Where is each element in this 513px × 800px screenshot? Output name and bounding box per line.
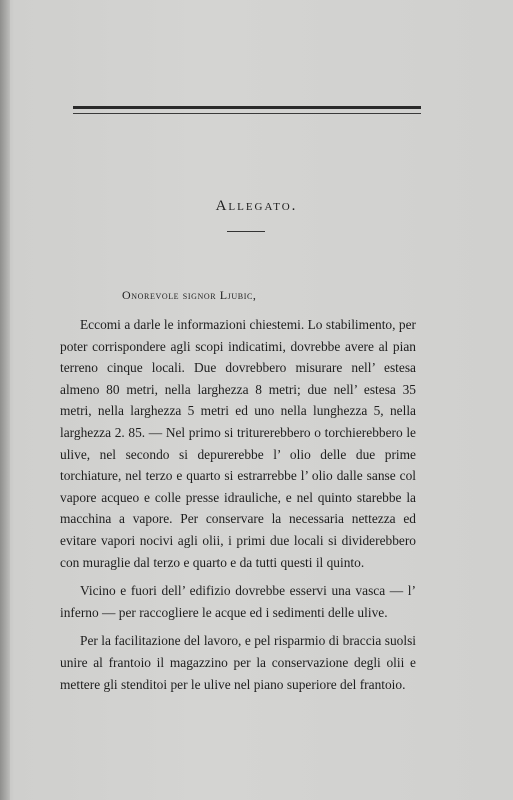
salutation: Onorevole signor Ljubic, (122, 288, 257, 302)
paragraph: Eccomi a darle le informazioni chiestemi. Lo stabilimento, per poter corrispondere agli scopi indicatimi, dovrebbe avere al pian terreno cinque locali. Due dovrebbero misurare nell’ estesa almeno 80 metri, nella larghezza 8 metri; due nell’ estesa 35 metri, nella larghezza 5 metri ed uno nella lunghezza 5, nella larghezza 2. 85. — Nel primo si triturerebbero o torchierebbero le ulive, nel secondo si depurerebbe l’ olio delle due prime torchiature, nel terzo e quarto si estrarrebbe l’ olio dalle sanse col vapore acqueo e colle presse idrauliche, e nel quinto starebbe la macchina a vapore. Per conservare la necessaria nettezza ed evitare vapori nocivi agli olii, i primi due locali si dividerebbero con muraglie dal terzo e quarto e da tutti questi il quinto. (60, 317, 416, 570)
header-rule-thin (73, 113, 421, 114)
paragraph: Vicino e fuori dell’ edifizio dovrebbe esservi una vasca — l’ inferno — per raccogliere le acque ed i sedimenti delle ulive. (60, 583, 416, 620)
page-gutter-shadow (0, 0, 10, 800)
section-title (0, 198, 513, 215)
paragraph: Per la facilitazione del lavoro, e pel risparmio di braccia suolsi unire al frantoio il magazzino per la conservazione degli olii e mettere gli stenditoi per le ulive nel piano superiore del frantoio. (60, 633, 416, 692)
letter-body (60, 314, 416, 702)
section-title-text: Allegato. (215, 198, 298, 214)
title-underline (227, 231, 265, 232)
header-rule-thick (73, 106, 421, 109)
